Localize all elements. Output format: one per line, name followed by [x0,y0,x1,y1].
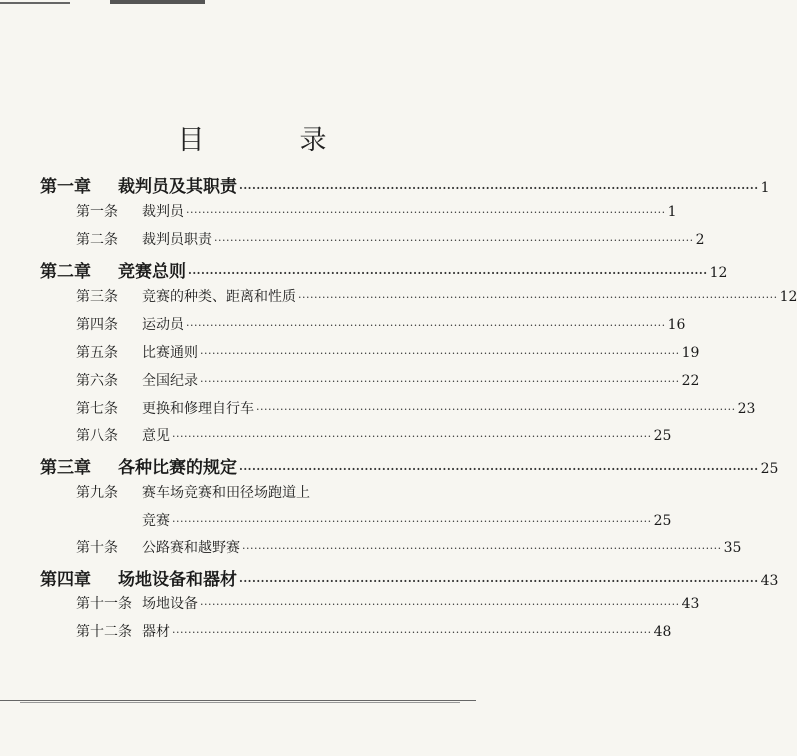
toc-article-row [76,510,672,530]
toc-page-number: 16 [667,317,686,333]
toc-article-row [76,425,672,445]
toc-article-row [76,286,797,306]
toc-entry-title: 器材 [142,624,170,640]
toc-leader-dots: ························································································································ [239,575,759,588]
toc-page-number: 25 [653,428,672,444]
toc-article-row [76,229,705,249]
toc-page-number: 25 [653,513,672,529]
toc-entry-number: 第七条 [76,401,118,417]
toc-entry-number: 第九条 [76,485,118,501]
toc-page-number: 12 [779,289,797,305]
toc-leader-dots: ························································································································ [239,463,759,476]
toc-entry-number: 第三章 [40,458,91,478]
toc-entry-number: 第十一条 [76,596,132,612]
page-bottom-edge [0,700,476,701]
toc-entry-number: 第三条 [76,289,118,305]
scan-edge-mark [110,0,205,4]
toc-article-row [76,398,756,418]
toc-chapter-row [40,257,728,282]
toc-leader-dots: ························································································································ [188,267,708,280]
toc-entry-title: 场地设备和器材 [118,570,237,590]
toc-page-number: 43 [760,573,779,589]
toc-entry-title: 竞赛的种类、距离和性质 [142,289,296,305]
toc-leader-dots: ························································································································ [214,234,694,247]
toc-entry-number: 第二章 [40,262,91,282]
toc-leader-dots: ························································································································ [242,542,722,555]
toc-entry-number: 第十二条 [76,624,132,640]
toc-chapter-row [40,453,779,478]
toc-entry-title: 更换和修理自行车 [142,401,254,417]
toc-entry-number: 第十条 [76,540,118,556]
toc-entry-title: 裁判员及其职责 [118,177,237,197]
toc-page-number: 23 [737,401,756,417]
toc-entry-title: 各种比赛的规定 [118,458,237,478]
toc-leader-dots: ························································································································ [200,347,680,360]
toc-leader-dots: ························································································································ [186,206,666,219]
toc-entry-number: 第四章 [40,570,91,590]
toc-page-number: 22 [681,373,700,389]
toc-article-row [76,482,406,502]
toc-article-row [76,370,700,390]
toc-leader-dots: ························································································································ [186,319,666,332]
toc-page-number: 48 [653,624,672,640]
toc-leader-dots: ························································································································ [256,403,736,416]
toc-article-row [76,342,700,362]
toc-page-number: 35 [723,540,742,556]
toc-article-row [76,621,672,641]
toc-entry-number: 第二条 [76,232,118,248]
toc-entry-title: 场地设备 [142,596,198,612]
toc-entry-number: 第五条 [76,345,118,361]
toc-leader-dots: ························································································································ [239,182,759,195]
toc-chapter-row [40,565,779,590]
toc-entry-title: 运动员 [142,317,184,333]
page-top-edge [0,0,504,10]
toc-page-number: 2 [695,232,705,248]
toc-page-number: 1 [667,204,677,220]
toc-leader-dots: ························································································································ [298,291,778,304]
toc-leader-dots: ························································································································ [200,375,680,388]
toc-article-row [76,593,700,613]
toc-entry-number: 第八条 [76,428,118,444]
toc-entry-number: 第一条 [76,204,118,220]
toc-page-number: 25 [760,461,779,477]
toc-entry-title: 裁判员职责 [142,232,212,248]
toc-article-row [76,201,677,221]
toc-leader-dots: ························································································································ [172,626,652,639]
toc-leader-dots: ························································································································ [200,598,680,611]
toc-entry-title: 竞赛总则 [118,262,186,282]
toc-page-number: 19 [681,345,700,361]
toc-page-number: 43 [681,596,700,612]
scan-edge-mark [0,2,70,4]
toc-article-row [76,537,742,557]
toc-chapter-row [40,172,770,197]
toc-entry-title: 比赛通则 [142,345,198,361]
toc-page-number: 1 [760,180,770,196]
toc-entry-title: 裁判员 [142,204,184,220]
toc-entry-number: 第六条 [76,373,118,389]
toc-entry-number: 第四条 [76,317,118,333]
toc-entry-number: 第一章 [40,177,91,197]
toc-article-row [76,314,686,334]
toc-leader-dots: ························································································································ [172,430,652,443]
toc-entry-title: 竞赛 [142,513,170,529]
toc-page-number: 12 [709,265,728,281]
toc-entry-title: 意见 [142,428,170,444]
toc-leader-dots: ························································································································ [172,515,652,528]
page-title: 目 录 [177,125,361,156]
page-bottom-edge [20,702,460,703]
toc-entry-title: 公路赛和越野赛 [142,540,240,556]
toc-entry-title: 全国纪录 [142,373,198,389]
toc-entry-title: 赛车场竞赛和田径场跑道上 [142,485,310,501]
